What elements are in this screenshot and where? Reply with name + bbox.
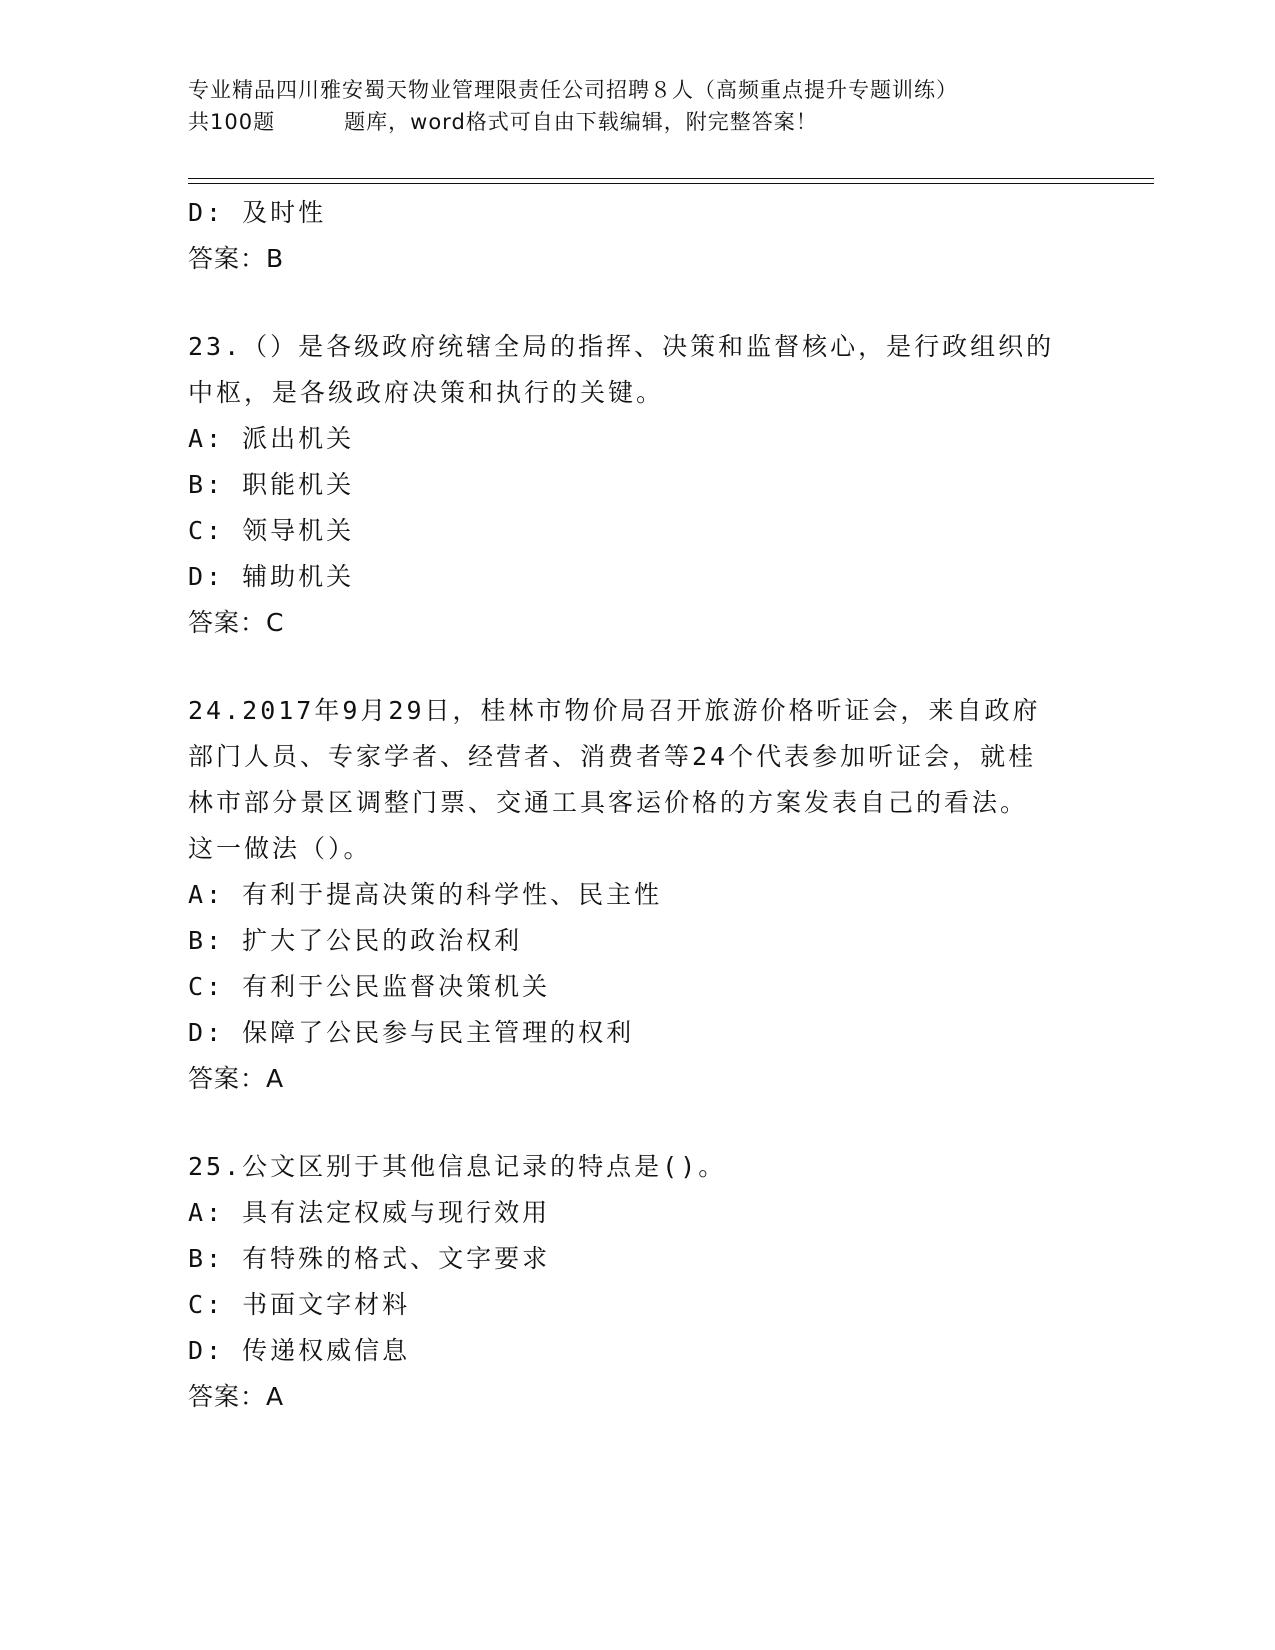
question-text: 部门人员、专家学者、经营者、消费者等24个代表参加听证会，就桂 <box>188 742 1037 771</box>
option-a: A: 具有法定权威与现行效用 <box>188 1198 551 1227</box>
question-text: 林市部分景区调整门票、交通工具客运价格的方案发表自己的看法。 <box>188 788 1029 817</box>
question-24 <box>188 688 1088 1102</box>
answer: 答案：B <box>188 244 285 273</box>
page-header <box>188 74 1068 138</box>
question-text: 25.公文区别于其他信息记录的特点是()。 <box>188 1152 727 1181</box>
question-text: 中枢，是各级政府决策和执行的关键。 <box>188 378 665 407</box>
option-c: C: 书面文字材料 <box>188 1290 411 1319</box>
option-a: A: 派出机关 <box>188 424 355 453</box>
question-23 <box>188 324 1088 646</box>
option-b: B: 有特殊的格式、文字要求 <box>188 1244 551 1273</box>
option-d: D: 保障了公民参与民主管理的权利 <box>188 1018 635 1047</box>
option-c: C: 有利于公民监督决策机关 <box>188 972 551 1001</box>
option-d: D: 及时性 <box>188 198 327 227</box>
question-list <box>188 190 1088 1420</box>
option-b: B: 扩大了公民的政治权利 <box>188 926 523 955</box>
answer: 答案：A <box>188 1382 285 1411</box>
answer: 答案：C <box>188 608 285 637</box>
header-divider-bottom <box>188 183 1154 184</box>
question-text: 这一做法（）。 <box>188 834 372 863</box>
question-text: 23.（）是各级政府统辖全局的指挥、决策和监督核心，是行政组织的 <box>188 332 1055 361</box>
header-subtitle: 共100题 题库，word格式可自由下载编辑，附完整答案！ <box>188 110 818 134</box>
option-d: D: 辅助机关 <box>188 562 355 591</box>
answer: 答案：A <box>188 1064 285 1093</box>
question-carryover <box>188 190 1088 282</box>
option-c: C: 领导机关 <box>188 516 355 545</box>
question-25 <box>188 1144 1088 1420</box>
header-title: 专业精品四川雅安蜀天物业管理限责任公司招聘８人（高频重点提升专题训练） <box>188 78 958 102</box>
option-a: A: 有利于提高决策的科学性、民主性 <box>188 880 663 909</box>
option-d: D: 传递权威信息 <box>188 1336 411 1365</box>
option-b: B: 职能机关 <box>188 470 355 499</box>
question-text: 24.2017年9月29日，桂林市物价局召开旅游价格听证会，来自政府 <box>188 696 1041 725</box>
header-divider-top <box>188 178 1154 179</box>
